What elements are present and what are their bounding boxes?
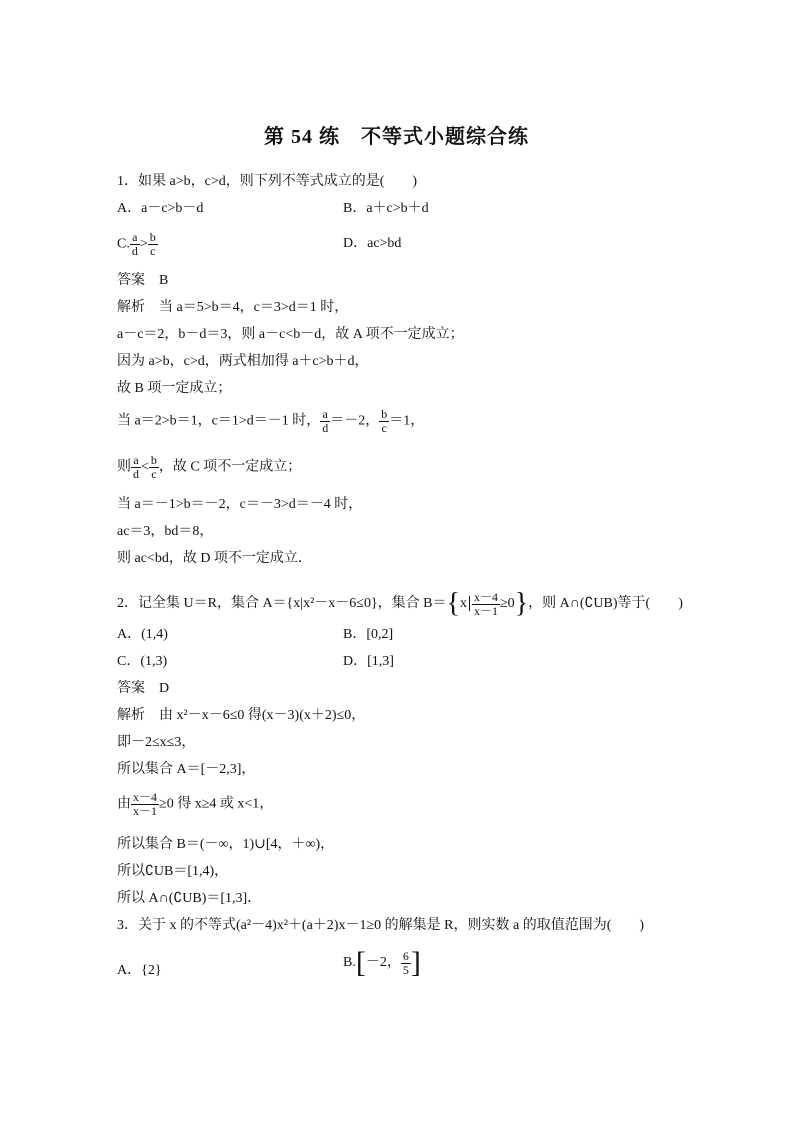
frac-num: a (320, 408, 330, 422)
q2-analysis-5: 所以集合 B＝(－∞，1)∪[4，＋∞)， (117, 837, 335, 852)
fraction-b-over-c (149, 454, 159, 481)
q3-option-b-inner: －2， (365, 955, 401, 971)
frac-num: b (149, 230, 156, 244)
q1-analysis-6-pre: 则 (117, 459, 131, 475)
frac-den: x－1 (133, 804, 158, 818)
q2-stem-post: ，则 A∩(∁UB)等于( ) (528, 596, 683, 612)
bracket-close: ] (410, 946, 421, 979)
q2-analysis-6: 所以∁UB＝[1,4)， (117, 864, 229, 879)
q1-option-d: D．ac>bd (343, 236, 402, 251)
q2-stem (117, 590, 683, 618)
q2-analysis-4 (117, 791, 273, 818)
frac-den: c (151, 467, 157, 481)
bracket-open: [ (355, 946, 366, 979)
q2-option-d: D．[1,3] (343, 654, 394, 669)
frac-num: a (130, 231, 140, 245)
q1-analysis-9: 则 ac<bd，故 D 项不一定成立． (117, 551, 312, 566)
frac-den: c (150, 244, 156, 258)
frac-num: b (150, 453, 157, 467)
q2-option-c: C．(1,3) (117, 654, 168, 669)
q1-analysis-8: ac＝3，bd＝8， (117, 524, 214, 539)
q2-analysis-1: 解析 由 x²－x－6≤0 得(x－3)(x＋2)≤0， (117, 708, 366, 723)
set-var: x (459, 596, 467, 612)
frac-den: d (131, 244, 138, 258)
q3-option-b (343, 948, 421, 978)
q3-option-a: A．{2} (117, 963, 162, 978)
fraction-a-over-d (131, 454, 141, 481)
q1-stem: 1．如果 a>b，c>d，则下列不等式成立的是( ) (117, 174, 418, 189)
frac-num: 6 (402, 948, 409, 963)
frac-den: d (133, 467, 139, 481)
frac-num: a (131, 454, 141, 468)
q2-analysis-7: 所以 A∩(∁UB)＝[1,3]． (117, 891, 262, 906)
q2-analysis-4-pre: 由 (117, 796, 131, 812)
q1-option-a: A．a－c>b－d (117, 201, 204, 216)
q1-analysis-1: 解析 当 a＝5>b＝4，c＝3>d＝1 时， (117, 300, 349, 315)
q2-stem-pre: 2．记全集 U＝R，集合 A＝{x|x²－x－6≤0}，集合 B＝ (117, 596, 447, 612)
frac-den: x－1 (473, 603, 498, 618)
q2-analysis-4-post: ≥0 得 x≥4 或 x<1， (159, 796, 274, 812)
q2-analysis-2: 即－2≤x≤3， (117, 735, 196, 750)
q1-analysis-3: 因为 a>b，c>d，两式相加得 a＋c>b＋d， (117, 354, 369, 369)
frac-num: x－4 (133, 790, 158, 804)
q1-answer: 答案 B (117, 273, 169, 288)
q1-analysis-6-post: ，故 C 项不一定成立； (158, 459, 302, 475)
frac-num: b (381, 407, 388, 421)
q1-option-b: B．a＋c>b＋d (343, 201, 429, 216)
q1-analysis-7: 当 a＝－1>b＝－2，c＝－3>d＝－4 时， (117, 497, 363, 512)
fraction-a-over-d (320, 408, 330, 435)
frac-den: 5 (402, 962, 409, 977)
fraction (131, 791, 159, 818)
q1-analysis-5-pre: 当 a＝2>b＝1，c＝1>d＝－1 时， (117, 413, 321, 429)
q1-option-c-frac2 (148, 231, 158, 258)
q2-option-b: B．[0,2] (343, 627, 394, 642)
page-title: 第 54 练 不等式小题综合练 (264, 126, 529, 148)
q3-stem: 3．关于 x 的不等式(a²－4)x²＋(a＋2)x－1≥0 的解集是 R，则实数 a 的取值范围为( ) (117, 918, 645, 933)
q1-analysis-2: a－c＝2，b－d＝3，则 a－c<b－d，故 A 项不一定成立； (117, 327, 464, 342)
set-fraction (472, 591, 500, 618)
q1-option-c-op: > (139, 236, 148, 252)
q2-analysis-3: 所以集合 A＝[－2,3]， (117, 762, 256, 777)
q1-analysis-6 (117, 454, 301, 481)
q1-option-c-prefix: C. (117, 236, 130, 252)
q2-option-a: A．(1,4) (117, 627, 168, 642)
q2-answer: 答案 D (117, 681, 170, 696)
fraction (401, 950, 411, 977)
frac-den: c (381, 421, 387, 435)
fraction-b-over-c (379, 408, 389, 435)
q1-analysis-5-post: ＝1， (389, 413, 425, 429)
frac-num: x－4 (473, 589, 498, 604)
frac-den: d (322, 421, 329, 435)
q1-analysis-5-mid: ＝－2， (330, 413, 380, 429)
q1-analysis-5 (117, 408, 424, 435)
q1-analysis-6-op: < (141, 459, 149, 475)
brace-open: { (446, 588, 460, 619)
q3-option-b-prefix: B. (343, 955, 356, 971)
q1-analysis-4: 故 B 项一定成立； (117, 381, 232, 396)
set-bar (469, 596, 470, 611)
q1-option-c (117, 231, 158, 258)
set-relation: ≥0 (500, 596, 515, 612)
q1-option-c-frac1 (130, 231, 140, 258)
brace-close: } (514, 588, 529, 619)
